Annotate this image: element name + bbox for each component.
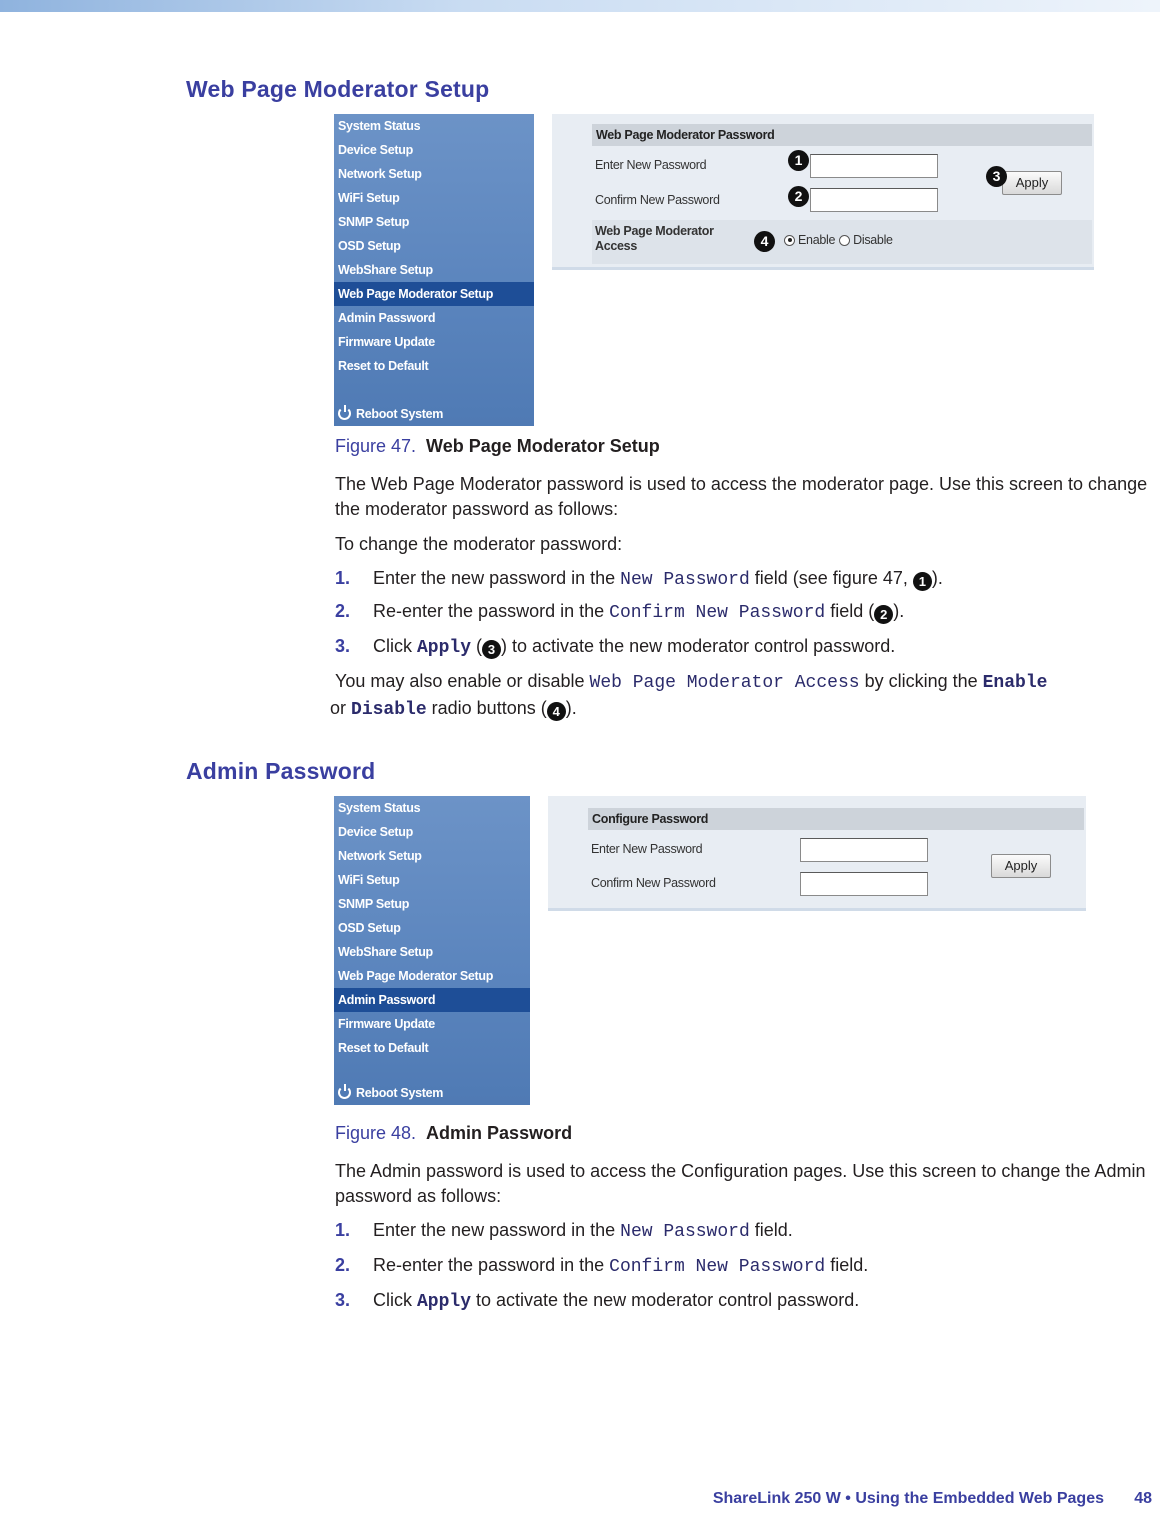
sidebar-item-admin-password[interactable]: Admin Password: [338, 311, 436, 325]
section-title-admin: Admin Password: [186, 758, 376, 784]
sidebar-item-wifi-setup[interactable]: WiFi Setup: [338, 191, 400, 205]
callout-inline-2: 2: [874, 605, 893, 624]
step-number: 1.: [335, 568, 351, 588]
header-band: [0, 0, 1160, 12]
sidebar-item-system-status[interactable]: System Status: [338, 801, 421, 815]
enter-password-label: Enter New Password: [595, 158, 707, 172]
panel-title: Web Page Moderator Password: [592, 124, 1092, 146]
step-body: Click Apply to activate the new moderator control password.: [373, 1290, 860, 1312]
sidebar-item-admin-password[interactable]: Admin Password: [334, 988, 530, 1012]
power-icon: [338, 407, 351, 420]
sidebar-item-snmp-setup[interactable]: SNMP Setup: [338, 897, 410, 911]
step-number: 2.: [335, 1255, 351, 1275]
enable-radio[interactable]: [784, 235, 795, 246]
sidebar-item-firmware-update[interactable]: Firmware Update: [338, 335, 435, 349]
access-radio-group: [784, 233, 893, 247]
figure-47-number: Figure 47.: [335, 436, 417, 456]
callout-3: 3: [986, 166, 1007, 187]
sidebar-nav: [334, 114, 534, 426]
sidebar-item-wifi-setup[interactable]: WiFi Setup: [338, 873, 400, 887]
disable-radio[interactable]: [839, 235, 850, 246]
reboot-system-button[interactable]: [338, 402, 528, 426]
disable-label: Disable: [853, 233, 893, 247]
figure-48-screenshot: [334, 796, 1086, 1105]
apply-button[interactable]: Apply: [1002, 171, 1062, 195]
figure-48-caption: [335, 1123, 572, 1144]
sidebar-nav: [334, 796, 530, 1105]
panel-title: Configure Password: [588, 808, 1084, 830]
configure-password-panel: [548, 796, 1086, 911]
sidebar-item-snmp-setup[interactable]: SNMP Setup: [338, 215, 410, 229]
sidebar-item-webshare-setup[interactable]: WebShare Setup: [338, 945, 433, 959]
page-footer: [0, 1490, 1160, 1514]
confirm-password-input[interactable]: [800, 872, 928, 896]
sidebar-item-web-page-moderator-setup[interactable]: Web Page Moderator Setup: [338, 969, 494, 983]
confirm-password-input[interactable]: [810, 188, 938, 212]
reboot-system-label: Reboot System: [356, 407, 444, 421]
moderator-password-panel: [552, 114, 1094, 270]
confirm-password-label: Confirm New Password: [591, 876, 716, 890]
figure-48-number: Figure 48.: [335, 1123, 417, 1143]
reboot-system-label: Reboot System: [356, 1086, 444, 1100]
step-body: Click Apply ( 3 ) to activate the new moderator control password.: [373, 636, 896, 658]
step-number: 3.: [335, 636, 351, 656]
sidebar-item-device-setup[interactable]: Device Setup: [338, 825, 413, 839]
access-label: Web Page Moderator Access: [595, 224, 714, 253]
enter-password-label: Enter New Password: [591, 842, 703, 856]
page-number: 48: [1134, 1490, 1152, 1507]
callout-4: 4: [754, 231, 775, 252]
enable-label: Enable: [798, 233, 836, 247]
step-body: Re-enter the password in the Confirm New Password field ( 2 ).: [373, 601, 905, 623]
sidebar-item-firmware-update[interactable]: Firmware Update: [338, 1017, 435, 1031]
sidebar-item-osd-setup[interactable]: OSD Setup: [338, 921, 401, 935]
new-password-input[interactable]: [810, 154, 938, 178]
moderator-lead-paragraph: To change the moderator password:: [335, 534, 623, 554]
step-number: 3.: [335, 1290, 351, 1310]
new-password-input[interactable]: [800, 838, 928, 862]
power-icon: [338, 1086, 351, 1099]
admin-intro-paragraph: The Admin password is used to access the Configuration pages. Use this screen to change the Admin password as follows:: [335, 1161, 1146, 1206]
figure-47-title: Web Page Moderator Setup: [426, 436, 660, 456]
figure-47-screenshot: [334, 114, 1094, 426]
step-body: Re-enter the password in the Confirm New Password field.: [373, 1255, 869, 1277]
callout-inline-3: 3: [482, 640, 501, 659]
footer-title: ShareLink 250 W • Using the Embedded Web Pages: [712, 1490, 1104, 1507]
moderator-access-paragraph: You may also enable or disable Web Page Moderator Access by clicking the Enable or Disable radio buttons ( 4 ).: [330, 671, 1048, 720]
confirm-password-label: Confirm New Password: [595, 193, 720, 207]
callout-1: 1: [788, 150, 809, 171]
step-body: Enter the new password in the New Password field.: [373, 1220, 793, 1242]
section-title-moderator: Web Page Moderator Setup: [186, 76, 490, 102]
sidebar-item-network-setup[interactable]: Network Setup: [338, 849, 422, 863]
step-body: Enter the new password in the New Password field (see figure 47, 1 ).: [373, 568, 943, 590]
moderator-intro-paragraph: The Web Page Moderator password is used to access the moderator page. Use this screen to change the moderator password as follows:: [335, 474, 1148, 519]
sidebar-item-webshare-setup[interactable]: WebShare Setup: [338, 263, 433, 277]
figure-48-title: Admin Password: [426, 1123, 573, 1143]
sidebar-item-reset-to-default[interactable]: Reset to Default: [338, 359, 429, 373]
sidebar-item-network-setup[interactable]: Network Setup: [338, 167, 422, 181]
sidebar-item-system-status[interactable]: System Status: [338, 119, 421, 133]
callout-inline-1: 1: [913, 572, 932, 591]
apply-button[interactable]: Apply: [991, 854, 1051, 878]
sidebar-item-device-setup[interactable]: Device Setup: [338, 143, 413, 157]
reboot-system-button[interactable]: [338, 1081, 528, 1105]
sidebar-item-web-page-moderator-setup[interactable]: Web Page Moderator Setup: [334, 282, 534, 306]
sidebar-item-reset-to-default[interactable]: Reset to Default: [338, 1041, 429, 1055]
callout-2: 2: [788, 186, 809, 207]
sidebar-item-osd-setup[interactable]: OSD Setup: [338, 239, 401, 253]
step-number: 1.: [335, 1220, 351, 1240]
step-number: 2.: [335, 601, 351, 621]
figure-47-caption: [335, 436, 660, 457]
callout-inline-4: 4: [547, 702, 566, 721]
